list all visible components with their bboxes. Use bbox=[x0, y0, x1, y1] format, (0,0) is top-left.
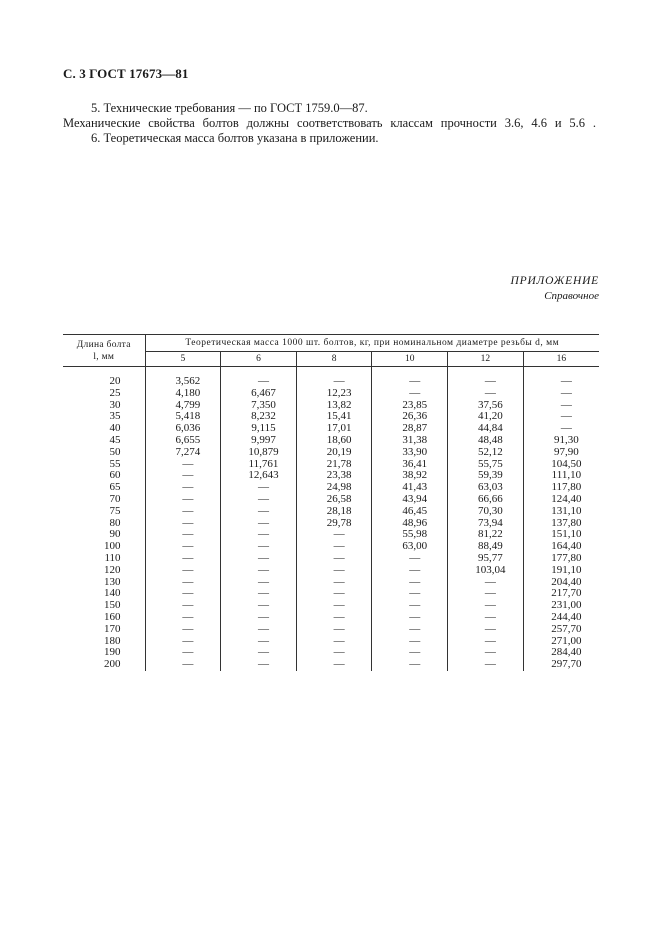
mass-cell: — bbox=[448, 376, 524, 388]
table-row bbox=[63, 529, 599, 541]
mass-cell: — bbox=[145, 565, 221, 577]
mass-cell: 103,04 bbox=[448, 565, 524, 577]
bolt-length-cell: 45 bbox=[63, 435, 145, 447]
mass-cell: — bbox=[145, 647, 221, 659]
mass-cell: — bbox=[145, 482, 221, 494]
table-row bbox=[63, 577, 599, 589]
mass-cell: 4,180 bbox=[145, 388, 221, 400]
bolt-length-cell: 65 bbox=[63, 482, 145, 494]
mass-cell: — bbox=[372, 636, 448, 648]
mass-cell: 95,77 bbox=[448, 553, 524, 565]
mass-cell: 26,58 bbox=[296, 494, 372, 506]
mass-cell: — bbox=[221, 636, 297, 648]
mass-cell: 9,997 bbox=[221, 435, 297, 447]
bolt-length-cell: 25 bbox=[63, 388, 145, 400]
bolt-length-cell: 140 bbox=[63, 588, 145, 600]
mass-cell: 24,98 bbox=[296, 482, 372, 494]
mass-cell: — bbox=[145, 600, 221, 612]
mass-cell: — bbox=[448, 659, 524, 671]
mass-cell: 124,40 bbox=[523, 494, 599, 506]
mass-cell: 55,98 bbox=[372, 529, 448, 541]
mass-cell: — bbox=[145, 529, 221, 541]
bolt-length-cell: 160 bbox=[63, 612, 145, 624]
mass-cell: — bbox=[221, 659, 297, 671]
bolt-length-cell: 120 bbox=[63, 565, 145, 577]
mass-cell: — bbox=[221, 647, 297, 659]
mass-cell: — bbox=[448, 624, 524, 636]
page-header: С. 3 ГОСТ 17673—81 bbox=[63, 66, 189, 81]
diameter-header: 5 bbox=[145, 352, 221, 367]
mass-cell: — bbox=[145, 506, 221, 518]
mass-cell: 43,94 bbox=[372, 494, 448, 506]
mass-cell: 177,80 bbox=[523, 553, 599, 565]
mass-cell: 59,39 bbox=[448, 470, 524, 482]
mass-cell: — bbox=[221, 565, 297, 577]
mass-cell: — bbox=[372, 388, 448, 400]
mass-cell: 297,70 bbox=[523, 659, 599, 671]
mass-cell: — bbox=[221, 624, 297, 636]
bolt-length-cell: 150 bbox=[63, 600, 145, 612]
diameter-header: 8 bbox=[296, 352, 372, 367]
mass-cell: — bbox=[145, 577, 221, 589]
table-body bbox=[63, 367, 599, 671]
bolt-length-cell: 70 bbox=[63, 494, 145, 506]
mass-cell: — bbox=[296, 376, 372, 388]
mass-cell: — bbox=[145, 470, 221, 482]
mass-cell: — bbox=[296, 541, 372, 553]
bolt-length-cell: 20 bbox=[63, 376, 145, 388]
mass-cell: — bbox=[296, 588, 372, 600]
appendix-heading bbox=[511, 274, 599, 304]
mass-cell: — bbox=[296, 612, 372, 624]
bolt-length-cell: 90 bbox=[63, 529, 145, 541]
diameter-header: 16 bbox=[523, 352, 599, 367]
bolt-length-cell: 100 bbox=[63, 541, 145, 553]
bolt-length-cell: 55 bbox=[63, 459, 145, 471]
mass-cell: 217,70 bbox=[523, 588, 599, 600]
mass-cell: — bbox=[372, 612, 448, 624]
mass-cell: 18,60 bbox=[296, 435, 372, 447]
mass-cell: 6,467 bbox=[221, 388, 297, 400]
bolt-length-cell: 190 bbox=[63, 647, 145, 659]
table-row bbox=[63, 565, 599, 577]
mass-cell: 284,40 bbox=[523, 647, 599, 659]
mass-cell: 137,80 bbox=[523, 518, 599, 530]
mass-cell: — bbox=[523, 400, 599, 412]
paragraph-6: 6. Теоретическая масса болтов указана в приложении. bbox=[91, 131, 379, 145]
mass-cell: 21,78 bbox=[296, 459, 372, 471]
mass-cell: — bbox=[221, 518, 297, 530]
mass-cell: 44,84 bbox=[448, 423, 524, 435]
diameter-header: 10 bbox=[372, 352, 448, 367]
mass-cell: — bbox=[145, 624, 221, 636]
mass-cell: 26,36 bbox=[372, 411, 448, 423]
mass-cell: — bbox=[221, 612, 297, 624]
bolt-length-cell: 170 bbox=[63, 624, 145, 636]
table-row bbox=[63, 588, 599, 600]
mass-cell: 20,19 bbox=[296, 447, 372, 459]
mass-cell: 55,75 bbox=[448, 459, 524, 471]
mass-cell: 23,38 bbox=[296, 470, 372, 482]
bolt-length-cell: 80 bbox=[63, 518, 145, 530]
mass-cell: — bbox=[523, 376, 599, 388]
table-row bbox=[63, 506, 599, 518]
mass-cell: 91,30 bbox=[523, 435, 599, 447]
mass-cell: 73,94 bbox=[448, 518, 524, 530]
table-row bbox=[63, 612, 599, 624]
mass-cell: — bbox=[296, 553, 372, 565]
mass-cell: — bbox=[145, 588, 221, 600]
mass-cell: 23,85 bbox=[372, 400, 448, 412]
mass-cell: — bbox=[448, 388, 524, 400]
mass-cell: 63,03 bbox=[448, 482, 524, 494]
diameter-header: 6 bbox=[221, 352, 297, 367]
mass-cell: — bbox=[221, 376, 297, 388]
mass-cell: 17,01 bbox=[296, 423, 372, 435]
mass-cell: 6,036 bbox=[145, 423, 221, 435]
mass-cell: — bbox=[221, 482, 297, 494]
mass-cell: — bbox=[372, 600, 448, 612]
mass-cell: 12,643 bbox=[221, 470, 297, 482]
mass-cell: — bbox=[523, 423, 599, 435]
mass-cell: 38,92 bbox=[372, 470, 448, 482]
mass-cell: 52,12 bbox=[448, 447, 524, 459]
table-row bbox=[63, 494, 599, 506]
mass-cell: — bbox=[145, 459, 221, 471]
mass-cell: 63,00 bbox=[372, 541, 448, 553]
table-row bbox=[63, 447, 599, 459]
mass-cell: 36,41 bbox=[372, 459, 448, 471]
table-row bbox=[63, 518, 599, 530]
appendix-title: ПРИЛОЖЕНИЕ bbox=[510, 275, 599, 287]
mass-cell: — bbox=[296, 565, 372, 577]
bolt-length-cell: 180 bbox=[63, 636, 145, 648]
mass-cell: — bbox=[221, 577, 297, 589]
mass-cell: 31,38 bbox=[372, 435, 448, 447]
mass-cell: 151,10 bbox=[523, 529, 599, 541]
mass-cell: — bbox=[221, 541, 297, 553]
mass-cell: — bbox=[296, 577, 372, 589]
mass-cell: — bbox=[448, 612, 524, 624]
mass-cell: 4,799 bbox=[145, 400, 221, 412]
mass-cell: — bbox=[145, 659, 221, 671]
bolt-length-header-line2: l, мм bbox=[93, 351, 115, 362]
bolt-length-cell: 50 bbox=[63, 447, 145, 459]
mass-cell: — bbox=[372, 553, 448, 565]
mass-cell: — bbox=[372, 376, 448, 388]
mass-cell: — bbox=[296, 600, 372, 612]
mass-cell: — bbox=[372, 565, 448, 577]
mass-cell: 28,87 bbox=[372, 423, 448, 435]
mass-cell: 6,655 bbox=[145, 435, 221, 447]
mass-cell: — bbox=[448, 577, 524, 589]
mass-span-header: Теоретическая масса 1000 шт. болтов, кг, при номинальном диаметре резьбы d, мм bbox=[145, 335, 599, 352]
mass-cell: 131,10 bbox=[523, 506, 599, 518]
table-row bbox=[63, 600, 599, 612]
mass-cell: 13,82 bbox=[296, 400, 372, 412]
bolt-length-cell: 200 bbox=[63, 659, 145, 671]
mass-cell: 244,40 bbox=[523, 612, 599, 624]
bolt-length-cell: 30 bbox=[63, 400, 145, 412]
mass-cell: 164,40 bbox=[523, 541, 599, 553]
bolt-length-cell: 130 bbox=[63, 577, 145, 589]
mass-cell: 46,45 bbox=[372, 506, 448, 518]
mass-cell: 10,879 bbox=[221, 447, 297, 459]
mass-cell: 70,30 bbox=[448, 506, 524, 518]
mass-cell: 191,10 bbox=[523, 565, 599, 577]
bolt-length-cell: 35 bbox=[63, 411, 145, 423]
mass-cell: 5,418 bbox=[145, 411, 221, 423]
mass-cell: 29,78 bbox=[296, 518, 372, 530]
mass-cell: 7,350 bbox=[221, 400, 297, 412]
mass-cell: 3,562 bbox=[145, 376, 221, 388]
bolt-length-header-line1: Длина болта bbox=[76, 339, 131, 350]
mass-cell: — bbox=[145, 518, 221, 530]
mass-cell: — bbox=[145, 494, 221, 506]
mass-cell: — bbox=[448, 588, 524, 600]
mass-cell: 271,00 bbox=[523, 636, 599, 648]
bolt-length-cell: 110 bbox=[63, 553, 145, 565]
mass-cell: 12,23 bbox=[296, 388, 372, 400]
mass-cell: — bbox=[221, 600, 297, 612]
mass-cell: 88,49 bbox=[448, 541, 524, 553]
mass-cell: — bbox=[296, 624, 372, 636]
mass-cell: — bbox=[372, 659, 448, 671]
mass-cell: 8,232 bbox=[221, 411, 297, 423]
mass-cell: — bbox=[448, 600, 524, 612]
table-row bbox=[63, 647, 599, 659]
mass-cell: 37,56 bbox=[448, 400, 524, 412]
mass-cell: 33,90 bbox=[372, 447, 448, 459]
mass-cell: 15,41 bbox=[296, 411, 372, 423]
mass-cell: — bbox=[523, 388, 599, 400]
paragraph-5-mechanical-properties: Механические свойства болтов должны соответствовать классам прочности 3.6, 4.6 и 5.6 . bbox=[63, 116, 596, 130]
mass-cell: — bbox=[372, 647, 448, 659]
table-row bbox=[63, 636, 599, 648]
mass-cell: 48,96 bbox=[372, 518, 448, 530]
mass-cell: 117,80 bbox=[523, 482, 599, 494]
mass-cell: 81,22 bbox=[448, 529, 524, 541]
mass-cell: 28,18 bbox=[296, 506, 372, 518]
mass-cell: 231,00 bbox=[523, 600, 599, 612]
bolt-length-cell: 60 bbox=[63, 470, 145, 482]
mass-cell: — bbox=[296, 529, 372, 541]
mass-cell: — bbox=[448, 636, 524, 648]
mass-cell: 9,115 bbox=[221, 423, 297, 435]
appendix-subtitle: Справочное bbox=[544, 290, 599, 302]
mass-cell: 11,761 bbox=[221, 459, 297, 471]
paragraph-5: 5. Технические требования — по ГОСТ 1759.0—87. bbox=[91, 101, 368, 115]
mass-cell: — bbox=[221, 588, 297, 600]
mass-cell: — bbox=[523, 411, 599, 423]
mass-cell: — bbox=[296, 659, 372, 671]
mass-cell: — bbox=[221, 553, 297, 565]
table-row bbox=[63, 541, 599, 553]
mass-cell: — bbox=[221, 494, 297, 506]
bolt-length-header bbox=[63, 335, 145, 367]
mass-cell: 41,43 bbox=[372, 482, 448, 494]
bolt-mass-table bbox=[63, 334, 599, 671]
table-row bbox=[63, 624, 599, 636]
table-row bbox=[63, 659, 599, 671]
mass-cell: — bbox=[221, 529, 297, 541]
mass-cell: 111,10 bbox=[523, 470, 599, 482]
mass-cell: — bbox=[296, 647, 372, 659]
mass-cell: 257,70 bbox=[523, 624, 599, 636]
mass-cell: — bbox=[372, 577, 448, 589]
bolt-length-cell: 40 bbox=[63, 423, 145, 435]
table-row bbox=[63, 553, 599, 565]
mass-cell: — bbox=[145, 612, 221, 624]
bolt-length-cell: 75 bbox=[63, 506, 145, 518]
mass-cell: 7,274 bbox=[145, 447, 221, 459]
table-row bbox=[63, 388, 599, 400]
mass-cell: — bbox=[145, 541, 221, 553]
table-spacer-row bbox=[63, 367, 599, 377]
mass-cell: 104,50 bbox=[523, 459, 599, 471]
mass-cell: — bbox=[372, 588, 448, 600]
mass-cell: — bbox=[145, 636, 221, 648]
mass-cell: 48,48 bbox=[448, 435, 524, 447]
mass-cell: — bbox=[372, 624, 448, 636]
mass-cell: 41,20 bbox=[448, 411, 524, 423]
table-row bbox=[63, 435, 599, 447]
diameter-header: 12 bbox=[448, 352, 524, 367]
mass-cell: — bbox=[296, 636, 372, 648]
mass-cell: 66,66 bbox=[448, 494, 524, 506]
mass-cell: — bbox=[448, 647, 524, 659]
mass-cell: — bbox=[221, 506, 297, 518]
mass-cell: 97,90 bbox=[523, 447, 599, 459]
mass-cell: 204,40 bbox=[523, 577, 599, 589]
mass-cell: — bbox=[145, 553, 221, 565]
